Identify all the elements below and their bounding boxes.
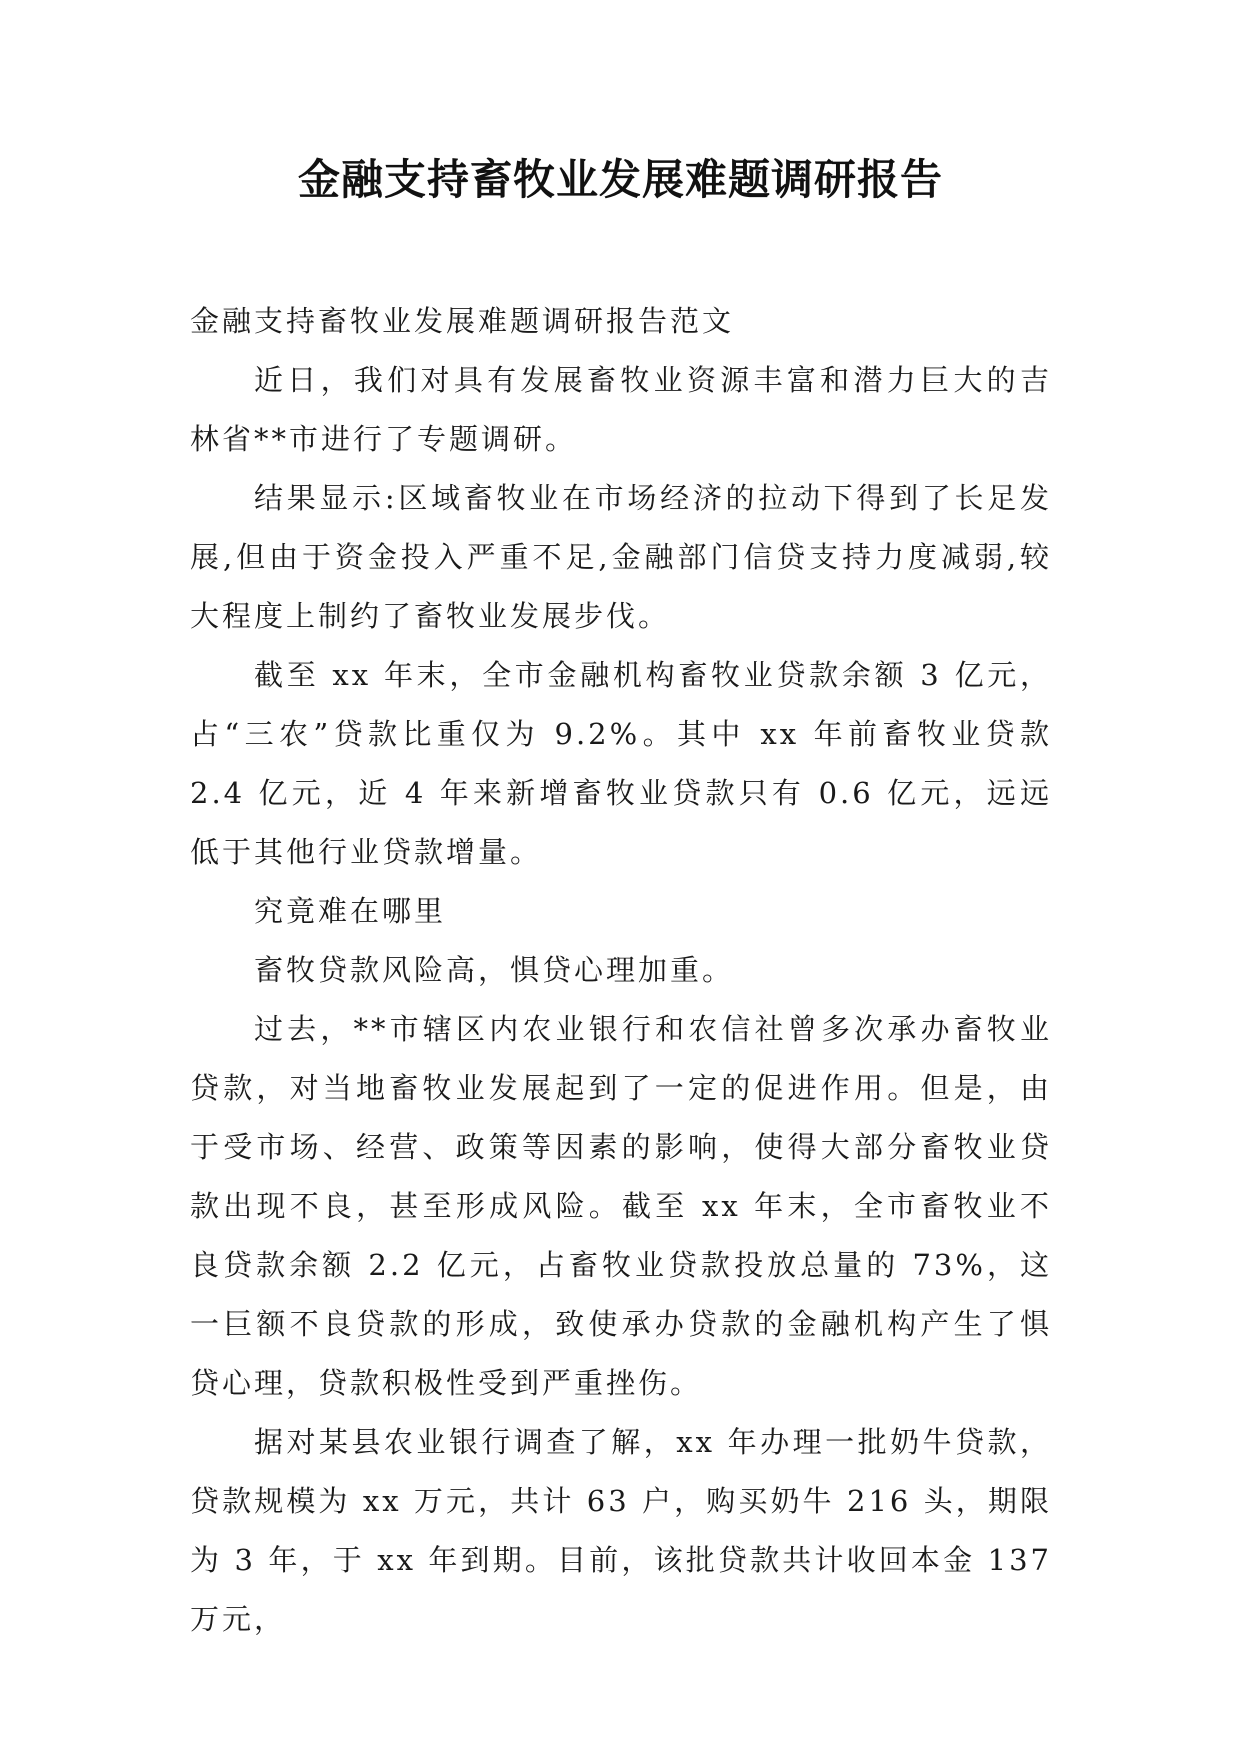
paragraph: 近日，我们对具有发展畜牧业资源丰富和潜力巨大的吉林省**市进行了专题调研。 [190,363,1052,456]
paragraph: 截至 xx 年末，全市金融机构畜牧业贷款余额 3 亿元，占“三农”贷款比重仅为 9.2%。其中 xx 年前畜牧业贷款 2.4 亿元，近 4 年来新增畜牧业贷款只有 0.6 亿元，远远低于其他行业贷款增量。 [190,658,1052,869]
paragraph: 结果显示:区域畜牧业在市场经济的拉动下得到了长足发展,但由于资金投入严重不足,金融部门信贷支持力度减弱,较大程度上制约了畜牧业发展步伐。 [190,481,1052,633]
subsection-heading: 畜牧贷款风险高，惧贷心理加重。 [254,953,735,987]
paragraph: 据对某县农业银行调查了解，xx 年办理一批奶牛贷款，贷款规模为 xx 万元，共计 63 户，购买奶牛 216 头，期限为 3 年，于 xx 年到期。目前，该批贷款共计收回本金 137 万元， [190,1425,1052,1636]
document-title: 金融支持畜牧业发展难题调研报告 [297,155,943,204]
document-body [190,292,1052,1649]
section-heading: 究竟难在哪里 [254,894,447,928]
paragraph: 过去，**市辖区内农业银行和农信社曾多次承办畜牧业贷款，对当地畜牧业发展起到了一定的促进作用。但是，由于受市场、经营、政策等因素的影响，使得大部分畜牧业贷款出现不良，甚至形成风险。截至 xx 年末，全市畜牧业不良贷款余额 2.2 亿元，占畜牧业贷款投放总量的 73%，这一巨额不良贷款的形成，致使承办贷款的金融机构产生了惧贷心理，贷款积极性受到严重挫伤。 [190,1012,1052,1400]
paragraph-subtitle: 金融支持畜牧业发展难题调研报告范文 [190,304,735,338]
